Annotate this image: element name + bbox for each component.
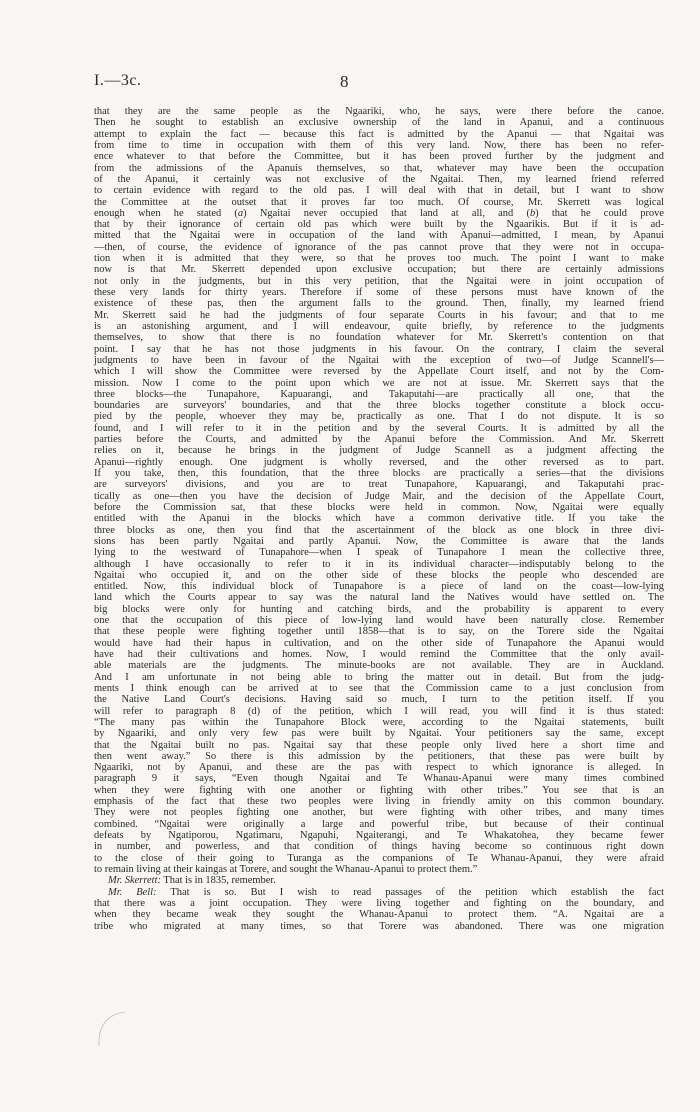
text-line — [94, 909, 664, 920]
text-line — [94, 819, 664, 830]
text-line — [94, 468, 664, 479]
line-text: to the close of their going to Turanga as the companions of Te Whanau-Apanui, they were afraid — [94, 852, 664, 864]
line-text: that there was a joint occupation. They were living together and fighting on the boundary, and — [94, 897, 664, 909]
line-text: lying to the westward of Tunapahore—when I speak of Tunapahore I mean the collective three, — [94, 547, 664, 559]
line-text: would have had their hapus in cultivation, and on the other side of Tunapahore the Apanui would — [94, 637, 664, 649]
text-line — [94, 694, 664, 705]
line-text: of the Apanui, it certainly was not exclusive of the Ngaitai. Then, my learned friend referred — [94, 173, 664, 185]
line-text: that by their ignorance of certain old pas which were built by the Ngaarikis. But if it is ad- — [94, 219, 664, 231]
line-text: is an astonishing argument, and I will endeavour, quite briefly, by reference to the judgments — [94, 320, 664, 332]
text-line — [94, 321, 664, 332]
line-text: able materials are the judgments. The minute-books are not available. They are in Auckland. — [94, 660, 664, 672]
line-text: attempt to explain the fact — because this fact is admitted by the Apanui — that Ngaitai was — [94, 128, 664, 140]
line-text: now is that Mr. Skerrett depended upon exclusive occupation; but there are certainly admissions — [94, 264, 664, 276]
text-line — [94, 762, 664, 773]
text-line — [94, 570, 664, 581]
line-text: tically as one—then you have the decision of Judge Mair, and the decision of the Appellate Court, — [94, 490, 664, 502]
line-text: paragraph 9 it says, “Even though Ngaitai and Te Whanau-Apanui were many times combined — [94, 773, 664, 785]
line-text: entitled with the Apanui in the blocks which have a common derivative title. If you take the — [94, 513, 664, 525]
text-line — [94, 163, 664, 174]
line-text: tribe who migrated at many times, so that Torere was abandoned. There was one migration — [94, 920, 664, 932]
line-text: parties before the Courts, and admitted by the Apanui before the Commission. And Mr. Skerrett — [94, 434, 664, 446]
margin-pencil-mark — [95, 1010, 135, 1050]
text-line — [94, 411, 664, 422]
text-line — [94, 740, 664, 751]
text-line — [94, 683, 664, 694]
text-line — [94, 875, 664, 886]
line-text: have had their cultivations and homes. Now, I would remind the Committee that the only avail- — [94, 649, 664, 660]
text-line — [94, 807, 664, 818]
line-text: existence of these pas, then the argument falls to the ground. Then, finally, my learned friend — [94, 298, 664, 310]
text-line — [94, 457, 664, 468]
line-text: that they are the same people as the Ngaariki, who, he says, were there before the canoe. — [94, 106, 664, 117]
line-text: ence whatever to that before the Committee, but it has been proved further by the judgment and — [94, 151, 664, 163]
text-line — [94, 751, 664, 762]
text-line — [94, 649, 664, 660]
text-line — [94, 264, 664, 275]
body-text — [94, 106, 664, 932]
text-line — [94, 366, 664, 377]
line-text: Then he sought to establish an exclusive ownership of the land in Apanui, and a continuous — [94, 117, 664, 129]
line-text: that the Ngaitai built no pas. Ngaitai say that these people only lived here a short time and — [94, 739, 664, 751]
text-line — [94, 604, 664, 615]
text-line — [94, 276, 664, 287]
line-text: one that the occupation of this piece of low-lying land would have been naturally close. Remember — [94, 615, 664, 627]
line-text: That is so. But I wish to read passages of the petition which establish the fact — [156, 886, 664, 898]
text-line — [94, 887, 664, 898]
document-reference: I.—3c. — [94, 72, 142, 89]
text-line — [94, 921, 664, 932]
line-text: They were not peoples fighting one another, but were fighting with other tribes, and many times — [94, 807, 664, 819]
text-line — [94, 253, 664, 264]
text-line — [94, 219, 664, 230]
line-text: then went away.” So there is this admission by the petitioners, that these pas were built by — [94, 750, 664, 762]
line-text: That is in 1835, remember. — [160, 875, 276, 887]
line-text: ments I think enough can be arrived at to see that the Commission came to a just conclusion from — [94, 682, 664, 694]
line-text: three blocks as one, then you find that the ascertainment of the block as one block in three divi- — [94, 524, 664, 536]
line-text: mitted that the Ngaitai were in occupation of the land with Apanui—admitted, I mean, by Apanui — [94, 230, 664, 242]
text-line — [94, 502, 664, 513]
line-text: combined. “Ngaitai were originally a large and powerful tribe, but because of their continual — [94, 818, 664, 830]
text-line — [94, 717, 664, 728]
text-line — [94, 106, 664, 117]
text-line — [94, 287, 664, 298]
line-text: Apanui—rightly enough. One judgment is wholly reversed, and the other reversed as to part. — [94, 456, 664, 468]
line-text: to remain living at their kaingas at Torere, and sought the Whanau-Apanui to protect them.” — [94, 863, 478, 875]
text-line — [94, 547, 664, 558]
line-text: sions has been partly Ngaitai and partly Apanui. Now, the Committee is aware that the lands — [94, 535, 664, 547]
text-line — [94, 853, 664, 864]
text-line — [94, 841, 664, 852]
text-line — [94, 479, 664, 490]
text-line — [94, 129, 664, 140]
line-text: land which the Courts appear to say was the natural land the Natives would have settled on. The — [94, 592, 664, 604]
text-line — [94, 423, 664, 434]
text-line — [94, 389, 664, 400]
line-text: that these people were fighting together until 1858—that is to say, on the Torere side the Ngaitai — [94, 626, 664, 638]
text-line — [94, 706, 664, 717]
line-text: in number, and powerless, and that condition of things having become so continuous right down — [94, 841, 664, 853]
text-line — [94, 298, 664, 309]
line-text: although I have occasionally to refer to it in its individual character—indisputably belong to the — [94, 558, 664, 570]
line-text: by Ngaariki, and only very few pas were built by Ngaitai. Your petitioners say the same, except — [94, 728, 664, 740]
text-line — [94, 581, 664, 592]
line-text: Mr. Skerrett said he had the judgments of four separate Courts in his favour; and that to me — [94, 309, 664, 321]
text-line — [94, 400, 664, 411]
line-text: to certain evidence with regard to the old pas. I will deal with that in detail, but I want to show — [94, 185, 664, 197]
text-line — [94, 898, 664, 909]
text-line — [94, 378, 664, 389]
text-line — [94, 491, 664, 502]
line-text: from the admissions of the Apanuis themselves, so that, whatever may have been the occupation — [94, 162, 664, 174]
text-line — [94, 434, 664, 445]
text-line — [94, 117, 664, 128]
text-line — [94, 140, 664, 151]
line-text: these very lands for thirty years. Therefore if some of these persons must have known of the — [94, 287, 664, 298]
line-text: If you take, then, this foundation, that the three blocks are practically a series—that the divisions — [94, 468, 664, 479]
text-line — [94, 796, 664, 807]
line-text: the Committee at the outset that it proves far too much. Of course, Mr. Skerrett was logical — [94, 196, 664, 208]
text-line — [94, 310, 664, 321]
text-line — [94, 197, 664, 208]
line-text: themselves, to show that there is no foundation whatever for Mr. Skerrett's contention on that — [94, 332, 664, 344]
text-line — [94, 864, 664, 875]
line-text: entitled. Now, this individual block of Tunapahore is a piece of land on the coast—low-lying — [94, 581, 664, 593]
line-text: mission. Now I come to the point upon which we are not at issue. Mr. Skerrett says that the — [94, 377, 664, 389]
line-text: will refer to paragraph 8 (d) of the petition, which I will read, you will find it is thus stated: — [94, 705, 664, 717]
line-text: tion when it is admitted that they were, so that he proves too much. The point I want to make — [94, 253, 664, 265]
line-text: boundaries are surveyors' boundaries, and that the three blocks together constitute a block occu- — [94, 400, 664, 412]
text-line — [94, 208, 664, 219]
text-line — [94, 559, 664, 570]
line-text: relies on it, because he brings in the judgment of Judge Scannell as a judgment affecting the — [94, 445, 664, 457]
text-line — [94, 615, 664, 626]
line-text: defeats by Ngatiporou, Ngatimaru, Ngapuhi, Ngaiterangi, and Te Whakatohea, they became fewer — [94, 830, 664, 841]
line-text: before the Commission sat, that these blocks were held in common. Now, Ngaitai were equally — [94, 501, 664, 513]
line-text: Ngaitai who occupied it, and on the other side of these blocks the people who descended are — [94, 569, 664, 581]
text-line — [94, 638, 664, 649]
line-text: not only in the judgments, but in this very petition, that the Ngaitai were in joint occupation of — [94, 275, 664, 287]
line-text: from time to time in occupation with them of this very land. Now, there has been no refer- — [94, 139, 664, 151]
line-text: enough when he stated (a) Ngaitai never occupied that land at all, and (b) that he could prove — [94, 207, 664, 219]
line-text: the Native Land Court's decisions. Having said so much, I turn to the petition itself. If you — [94, 694, 664, 706]
line-text: And I am unfortunate in not being able to bring the matter out in detail. But from the judg- — [94, 671, 664, 683]
text-line — [94, 332, 664, 343]
line-text: —then, of course, the evidence of ignorance of the pas cannot prove that they were not in occupa- — [94, 241, 664, 253]
line-text: “The many pas within the Tunapahore Block were, according to the Ngaitai statements, built — [94, 716, 664, 728]
text-line — [94, 242, 664, 253]
line-text: point. I say that he has not those judgments in his favour. On the contrary, I claim the several — [94, 343, 664, 355]
text-line — [94, 626, 664, 637]
line-text: found, and I will refer to it in the petition and by the several Courts. It is admitted by all the — [94, 422, 664, 434]
text-line — [94, 445, 664, 456]
line-text: pied by the people, whoever they may be, practically as one. That I do not dispute. It is so — [94, 411, 664, 423]
page-header — [94, 72, 634, 92]
text-line — [94, 773, 664, 784]
speaker-name: Mr. Skerrett: — [108, 875, 161, 887]
line-text: when they were fighting with one another or fighting with other tribes.” You see that is an — [94, 784, 664, 796]
text-line — [94, 728, 664, 739]
text-line — [94, 785, 664, 796]
line-text: when they became weak they sought the Whanau-Apanui to protect them. “A. Ngaitai are a — [94, 909, 664, 921]
line-text: judgments to have been in favour of the Ngaitai with the exception of two—of Judge Scannell's— — [94, 354, 664, 366]
line-text: big blocks were only for hunting and catching birds, and the probability is apparent to every — [94, 603, 664, 615]
line-text: are surveyors' divisions, and you are to treat Tunapahore, Kapuarangi, and Takaputahi prac- — [94, 479, 664, 491]
text-line — [94, 513, 664, 524]
text-line — [94, 151, 664, 162]
text-line — [94, 344, 664, 355]
line-text: three blocks—the Tunapahore, Kapuarangi, and Takaputahi—are practically all one, that the — [94, 388, 664, 400]
text-line — [94, 525, 664, 536]
line-text: which I will show the Committee were reversed by the Appellate Court itself, and not by the Com- — [94, 366, 664, 378]
page-number: 8 — [340, 72, 349, 91]
line-text: emphasis of the fact that these two peoples were living in friendly amity on this common boundary. — [94, 796, 664, 808]
text-line — [94, 174, 664, 185]
text-line — [94, 592, 664, 603]
text-line — [94, 830, 664, 841]
text-line — [94, 536, 664, 547]
text-line — [94, 660, 664, 671]
line-text: Ngaariki, not by Apanui, and these are the pas with respect to which ignorance is alleged. In — [94, 762, 664, 774]
text-line — [94, 672, 664, 683]
text-line — [94, 355, 664, 366]
text-line — [94, 230, 664, 241]
text-line — [94, 185, 664, 196]
speaker-name: Mr. Bell: — [108, 886, 157, 898]
